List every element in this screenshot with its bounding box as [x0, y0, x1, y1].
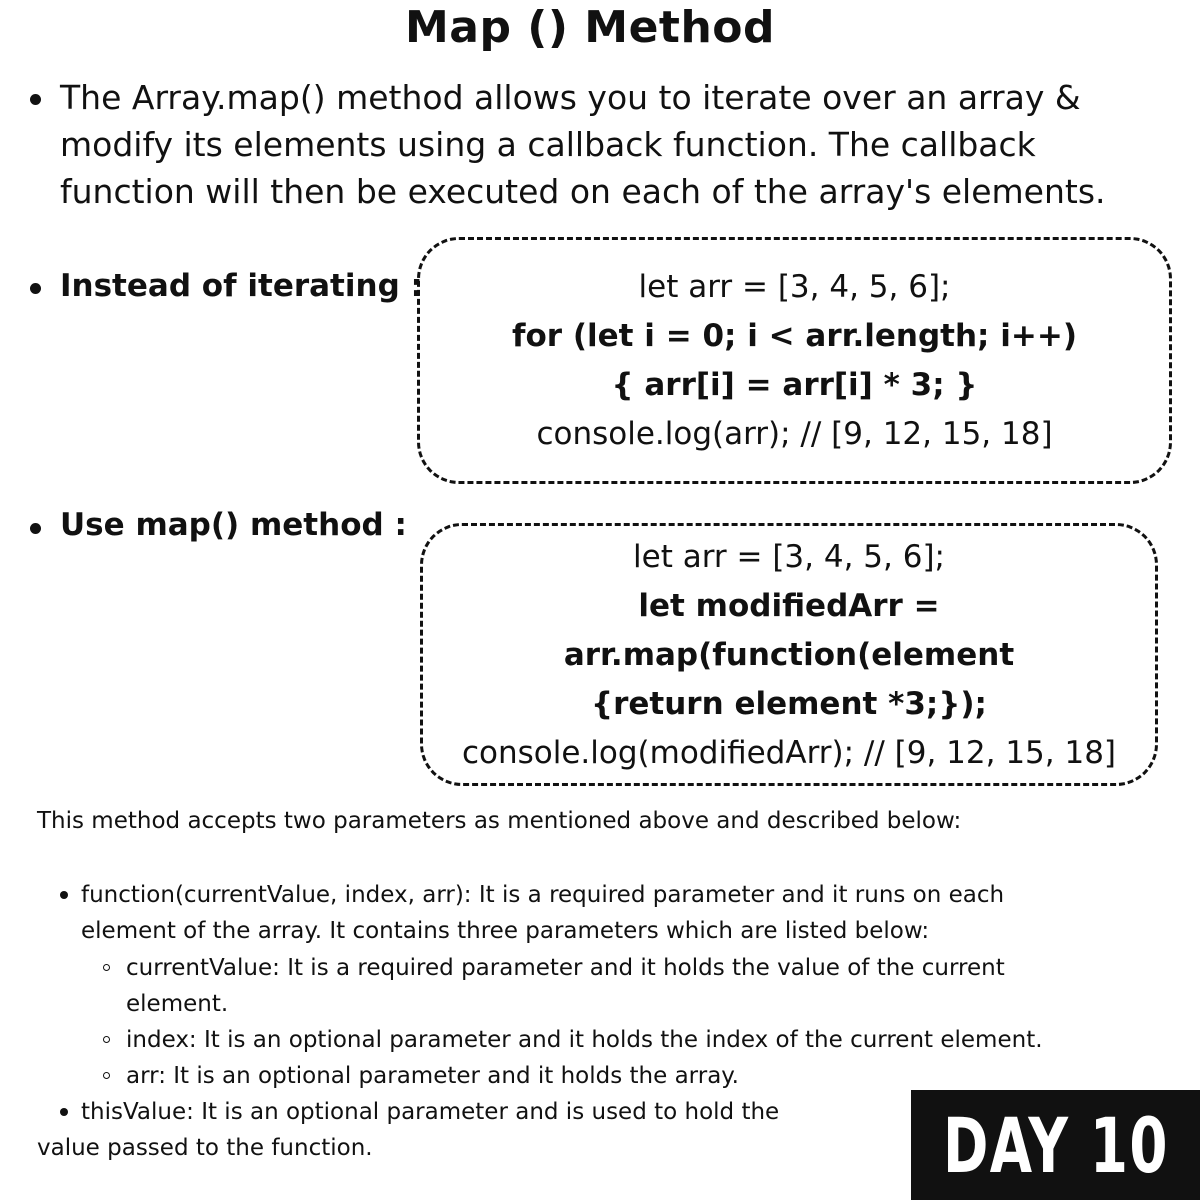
code-line: let modifiedArr =	[638, 588, 940, 624]
arr-param: arr: It is an optional parameter and it holds the array.	[126, 1063, 739, 1089]
day-badge	[911, 1090, 1200, 1200]
map-method-label: Use map() method :	[60, 507, 407, 543]
index-param: index: It is an optional parameter and it holds the index of the current element.	[126, 1027, 1043, 1053]
current-value-line-1: currentValue: It is a required parameter and it holds the value of the current	[126, 955, 1005, 981]
code-line: console.log(arr); // [9, 12, 15, 18]	[536, 416, 1053, 452]
page-title: Map () Method	[404, 2, 776, 53]
current-value-bullet	[103, 964, 110, 971]
this-value-line-1: thisValue: It is an optional parameter and is used to hold the	[81, 1099, 780, 1125]
code-line: let arr = [3, 4, 5, 6];	[633, 539, 945, 575]
code-line: for (let i = 0; i < arr.length; i++)	[511, 318, 1077, 354]
intro-bullet	[30, 94, 41, 105]
day-badge-label: DAY 10	[942, 1100, 1169, 1190]
intro-paragraph: The Array.map() method allows you to iterate over an array & modify its elements using a callback function. The callback function will then be executed on each of the array's elements.	[60, 78, 1106, 211]
index-param-bullet	[103, 1036, 110, 1043]
code-line: let arr = [3, 4, 5, 6];	[638, 269, 951, 305]
map-method-code	[420, 533, 1158, 778]
params-intro: This method accepts two parameters as mentioned above and described below:	[37, 808, 962, 834]
iterating-label: Instead of iterating :	[60, 268, 423, 304]
iterating-bullet	[30, 283, 41, 294]
function-param-bullet	[60, 891, 68, 899]
this-value-bullet	[60, 1108, 68, 1116]
function-param-line-1: function(currentValue, index, arr): It is a required parameter and it runs on each	[81, 882, 1005, 908]
current-value-line-2: element.	[126, 991, 229, 1017]
code-line: arr.map(function(element	[563, 637, 1015, 673]
iterating-code	[417, 263, 1172, 459]
function-param-line-2: element of the array. It contains three parameters which are listed below:	[81, 918, 930, 944]
code-line: { arr[i] = arr[i] * 3; }	[611, 367, 978, 403]
arr-param-bullet	[103, 1072, 110, 1079]
code-line: console.log(modifiedArr); // [9, 12, 15, 18]	[461, 735, 1117, 771]
code-line: {return element *3;});	[591, 686, 987, 722]
map-method-bullet	[30, 523, 41, 534]
this-value-line-2: value passed to the function.	[37, 1135, 373, 1161]
